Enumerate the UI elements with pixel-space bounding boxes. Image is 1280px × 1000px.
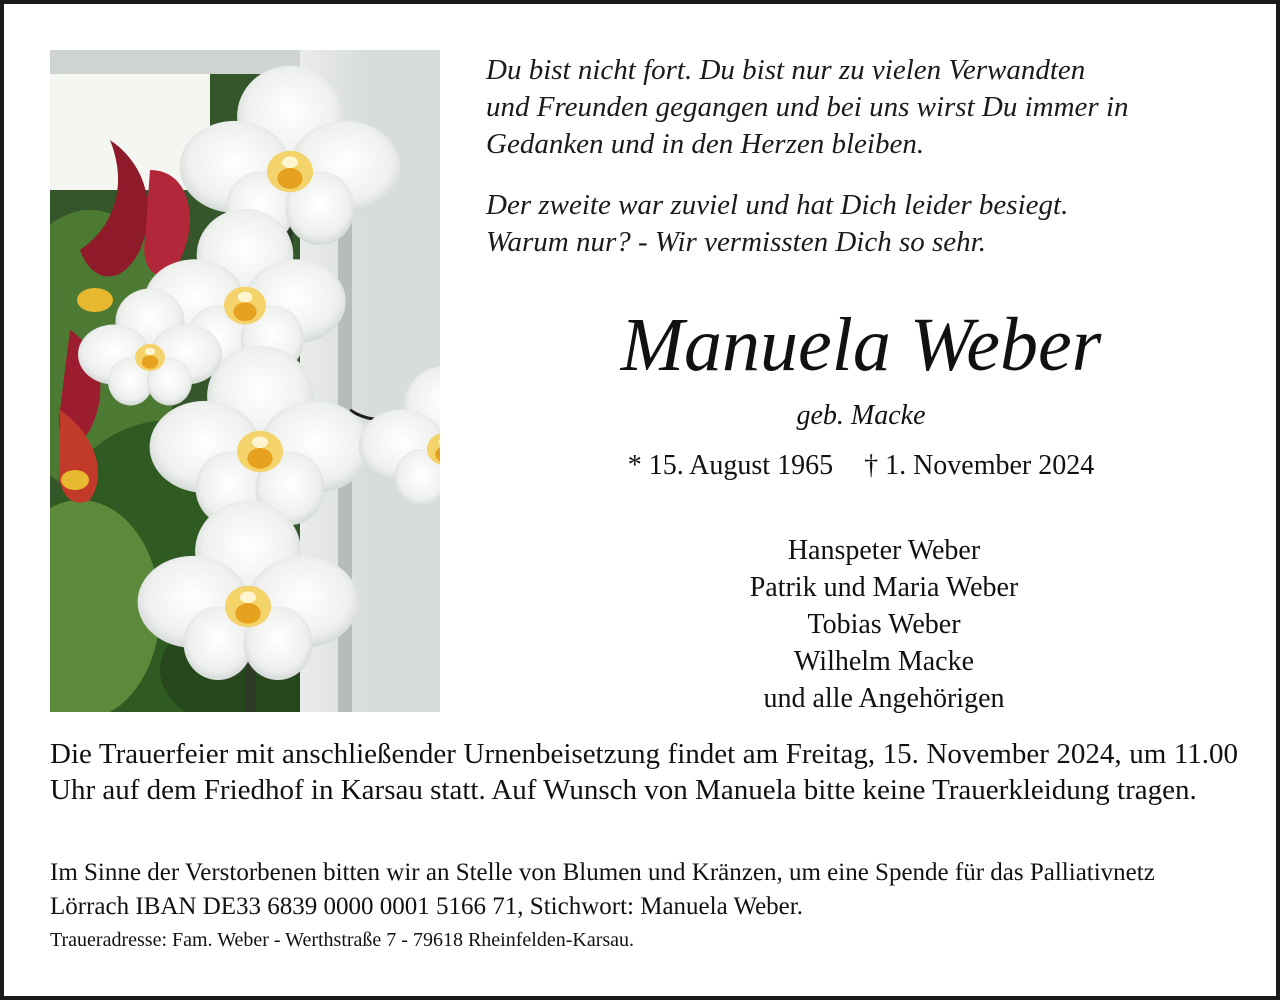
quote-paragraph-2: Der zweite war zuviel und hat Dich leider besiegt. Warum nur? - Wir vermissten Dich so sehr. (486, 189, 1069, 258)
mourners-list (486, 532, 1280, 717)
orchid-photo (50, 50, 440, 712)
donation-info: Im Sinne der Verstorbenen bitten wir an Stelle von Blumen und Kränzen, um eine Spende für das Palliativnetz Lörrach IBAN DE33 6839 0000 0001 5166 71, Stichwort: Manuela Weber. (50, 859, 1155, 920)
ceremony-info: Die Trauerfeier mit anschließender Urnenbeisetzung findet am Freitag, 15. November 2024, um 11.00 Uhr auf dem Friedhof in Karsau statt. Auf Wunsch von Manuela bitte keine Trauerkleidung tragen. (50, 738, 1238, 806)
mourner-item: Tobias Weber (807, 609, 961, 640)
mourner-item: Patrik und Maria Weber (749, 572, 1019, 603)
maiden-name: geb. Macke (796, 400, 926, 431)
life-dates (486, 448, 1236, 484)
birth-date: * 15. August 1965 (627, 450, 834, 481)
mourning-address: Traueradresse: Fam. Weber - Werthstraße 7 - 79618 Rheinfelden-Karsau. (50, 929, 635, 951)
death-date: † 1. November 2024 (864, 450, 1095, 481)
mourner-item: Hanspeter Weber (787, 535, 981, 566)
mourner-item: und alle Angehörigen (763, 683, 1005, 714)
deceased-name: Manuela Weber (620, 303, 1102, 387)
mourner-item: Wilhelm Macke (793, 646, 975, 677)
memorial-quote (486, 52, 1226, 285)
quote-paragraph-1: Du bist nicht fort. Du bist nur zu vielen Verwandten und Freunden gegangen und bei uns wirst Du immer in Gedanken und in den Herzen bleiben. (486, 54, 1129, 160)
